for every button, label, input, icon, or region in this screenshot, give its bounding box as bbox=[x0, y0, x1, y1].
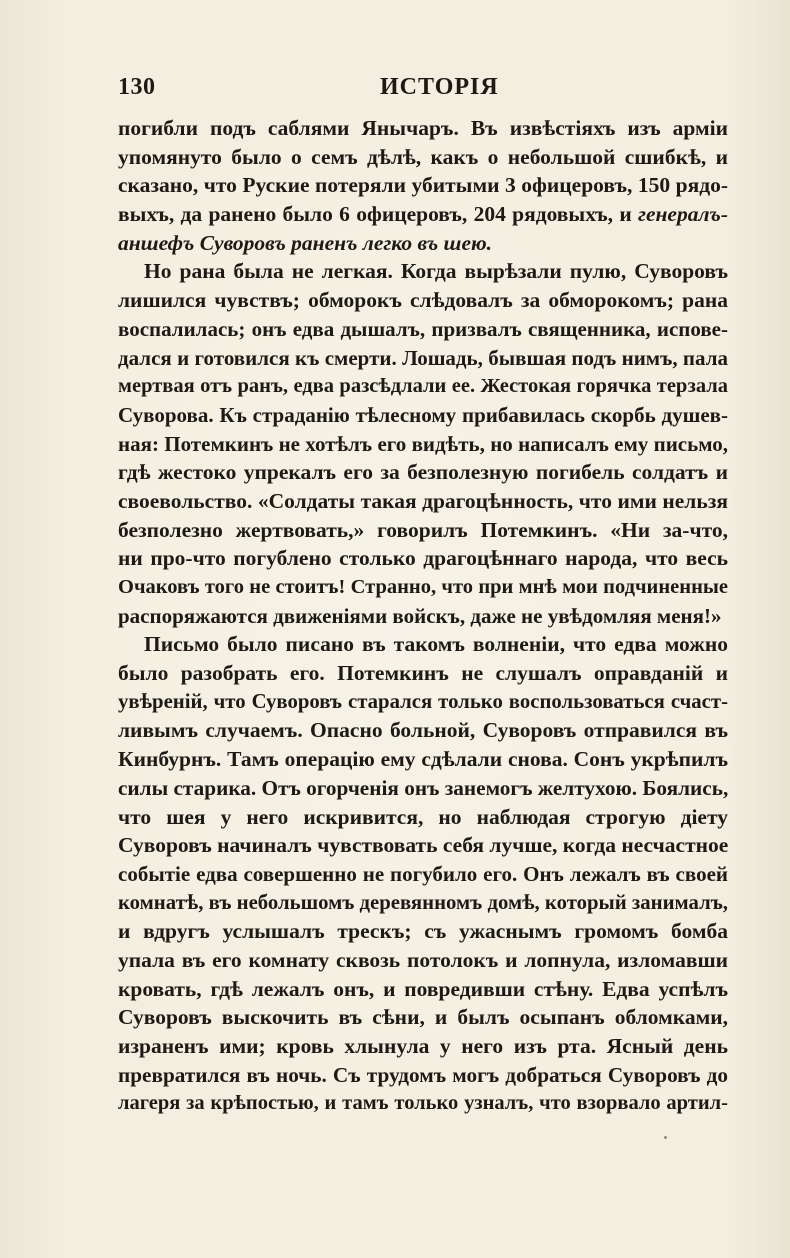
text-line-content: кровать, гдѣ лежалъ онъ, и повредивши стѣну. Едва успѣлъ bbox=[118, 976, 728, 1001]
text-line bbox=[118, 401, 728, 430]
text-line bbox=[118, 716, 728, 745]
text-line bbox=[118, 458, 728, 487]
text-line bbox=[118, 860, 728, 889]
text-line-content: Суворовъ выскочить въ сѣни, и былъ осыпанъ обломками, bbox=[118, 1005, 728, 1030]
text-line-content: превратился въ ночь. Съ трудомъ могъ добраться Суворовъ до bbox=[118, 1062, 728, 1087]
text-line bbox=[118, 745, 728, 774]
text-line bbox=[118, 487, 728, 516]
text-line bbox=[118, 171, 728, 200]
text-line-content: погибли подъ саблями Янычаръ. Въ извѣстіяхъ изъ арміи bbox=[118, 116, 728, 140]
text-line bbox=[118, 286, 728, 315]
text-line bbox=[118, 1061, 728, 1090]
paper-speck bbox=[664, 1136, 667, 1139]
body-text bbox=[118, 114, 728, 1118]
text-line-content: израненъ ими; кровь хлынула у него изъ рта. Ясный день bbox=[118, 1034, 728, 1058]
text-line bbox=[118, 917, 728, 946]
text-line-content: упомянуто было о семъ дѣлѣ, какъ о небольшой сшибкѣ, и bbox=[118, 144, 728, 169]
text-line bbox=[118, 688, 728, 717]
text-line-content: лишился чувствъ; обморокъ слѣдовалъ за обморокомъ; рана bbox=[118, 288, 728, 313]
text-line bbox=[118, 1089, 728, 1118]
text-line-content: силы старика. Отъ огорченія онъ занемогъ желтухою. Боялись, bbox=[118, 775, 729, 800]
text-line bbox=[118, 774, 728, 803]
text-line-italic: аншефъ Суворовъ раненъ легко въ шею. bbox=[118, 230, 493, 255]
text-line-content: лагеря за крѣпостью, и тамъ только узналъ, что взорвало артил- bbox=[118, 1092, 728, 1115]
text-line bbox=[118, 975, 728, 1004]
text-line bbox=[118, 1003, 728, 1032]
text-line-content: увѣреній, что Суворовъ старался только воспользоваться счаст- bbox=[118, 690, 728, 713]
text-line-content: Письмо было писано въ такомъ волненіи, что едва можно bbox=[144, 632, 728, 657]
running-title: ИСТОРІЯ bbox=[380, 74, 499, 100]
text-line-content: своевольство. «Солдаты такая драгоцѣнность, что ими нельзя bbox=[118, 488, 728, 513]
text-line-content: дался и готовился къ смерти. Лошадь, бывшая подъ нимъ, пала bbox=[118, 345, 728, 370]
text-line bbox=[118, 889, 728, 918]
text-line-content: ная: Потемкинъ не хотѣлъ его видѣть, но написалъ ему письмо, bbox=[118, 431, 728, 456]
text-line-content: распоряжаются движеніями войскъ, даже не увѣдомляя меня!» bbox=[118, 603, 722, 628]
page-number: 130 bbox=[118, 74, 156, 100]
text-line-content: комнатѣ, въ небольшомъ деревянномъ домѣ, который занималъ, bbox=[118, 891, 728, 914]
text-line bbox=[118, 114, 728, 143]
text-line bbox=[118, 143, 728, 172]
page-header bbox=[118, 74, 728, 106]
text-line bbox=[118, 1032, 728, 1061]
text-line bbox=[118, 257, 728, 286]
text-line-content: событіе едва совершенно не погубило его. Онъ лежалъ въ своей bbox=[118, 861, 728, 886]
text-line bbox=[118, 630, 728, 659]
text-line-content: Суворова. Къ страданію тѣлесному прибавилась скорбь душев- bbox=[118, 402, 728, 427]
text-line-content: мертвая отъ ранъ, едва разсѣдлали ее. Жестокая горячка терзала bbox=[118, 375, 728, 398]
text-line bbox=[118, 946, 728, 975]
text-line-content: было разобрать его. Потемкинъ не слушалъ оправданій и bbox=[118, 661, 728, 686]
text-line-content: сказано, что Руские потеряли убитыми 3 офицеровъ, 150 рядо- bbox=[118, 173, 728, 198]
text-line-content: воспалилась; онъ едва дышалъ, призвалъ священника, испове- bbox=[118, 316, 728, 341]
text-line-content: что шея у него искривится, но наблюдая строгую діету bbox=[118, 804, 728, 829]
text-line bbox=[118, 831, 728, 860]
text-line-content: Но рана была не легкая. Когда вырѣзали пулю, Суворовъ bbox=[144, 259, 728, 284]
text-line-content: ливымъ случаемъ. Опасно больной, Суворовъ отправился въ bbox=[118, 718, 728, 743]
text-line bbox=[118, 315, 728, 344]
text-line-content: и вдругъ услышалъ трескъ; съ ужаснымъ громомъ бомба bbox=[118, 919, 728, 944]
text-line-italic: генералъ- bbox=[638, 202, 728, 227]
text-line-content: Суворовъ начиналъ чувствовать себя лучше, когда несчастное bbox=[118, 833, 729, 858]
text-line bbox=[118, 430, 728, 459]
text-line-content: гдѣ жестоко упрекалъ его за безполезную погибель солдатъ и bbox=[118, 460, 728, 485]
text-line-content: Очаковъ того не стоитъ! Странно, что при мнѣ мои подчиненные bbox=[118, 576, 728, 598]
text-line bbox=[118, 602, 728, 631]
text-line-content: ни про-что погублено столько драгоцѣннаго народа, что весь bbox=[118, 546, 728, 571]
text-line-content: упала въ его комнату сквозь потолокъ и лопнула, изломавши bbox=[118, 947, 728, 972]
text-line bbox=[118, 803, 728, 832]
text-line bbox=[118, 659, 728, 688]
text-line-content: выхъ, да ранено было 6 офицеровъ, 204 рядовыхъ, и bbox=[118, 202, 632, 227]
text-line-content: Кинбурнъ. Тамъ операцію ему сдѣлали снова. Сонъ укрѣпилъ bbox=[118, 747, 728, 772]
text-line bbox=[118, 200, 728, 229]
text-line bbox=[118, 573, 728, 602]
text-line bbox=[118, 344, 728, 373]
text-line bbox=[118, 516, 728, 545]
text-line bbox=[118, 229, 728, 258]
text-line-content: безполезно жертвовать,» говорилъ Потемкинъ. «Ни за-что, bbox=[118, 517, 728, 542]
text-line bbox=[118, 544, 728, 573]
text-line bbox=[118, 372, 728, 401]
